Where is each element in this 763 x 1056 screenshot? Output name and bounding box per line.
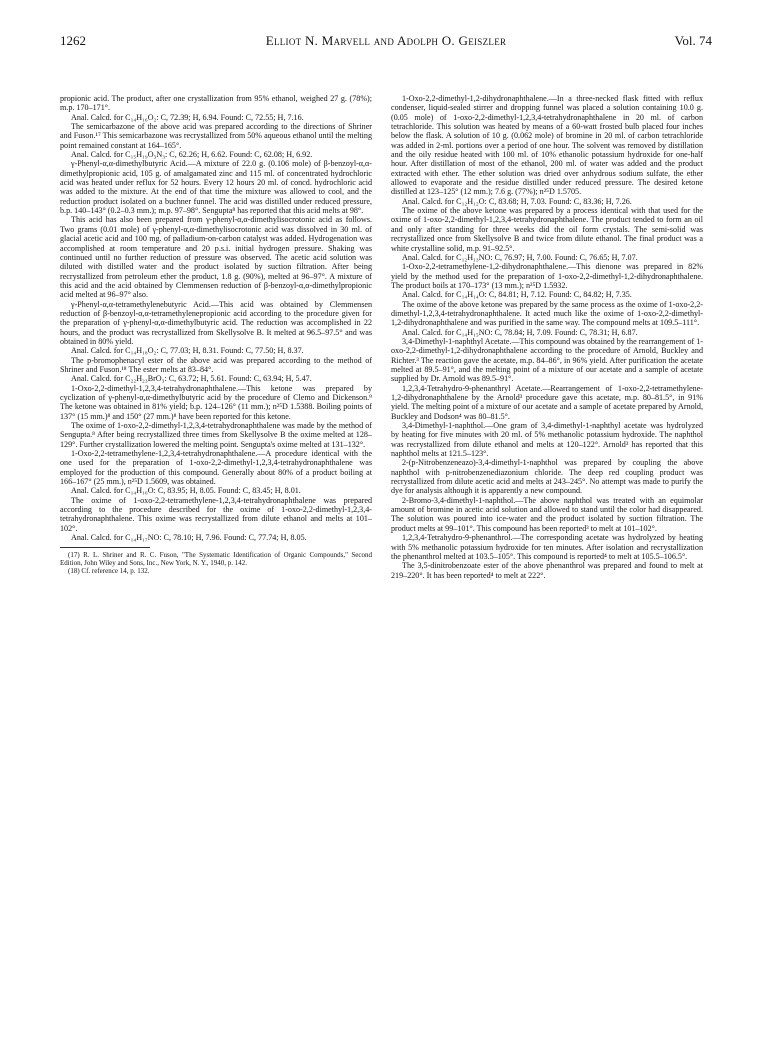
analysis-line: Anal. Calcd. for C₂₂H₂₃BrO₃: C, 63.72; H, 5.61. Found: C, 63.94; H, 5.47. — [71, 374, 312, 384]
paragraph: γ-Phenyl-α,α-dimethylbutyric Acid.—A mixture of 22.0 g. (0.106 mole) of β-benzoyl-α,α-dimethylpropionic acid, 105 g. of amalgamated zinc and 115 ml. of concentrated hydrochloric acid was heated under reflux for 52 hours. Every 12 hours 20 ml. of concd. hydrochloric acid was added to the mixture. At the end of that time the mixture was allowed to cool, and the reduction product isolated on a buchner funnel. The acid was distilled under reduced pressure, b.p. 140–143° (0.2–0.3 mm.); m.p. 97–98°. Sengupta⁸ has reported that this acid melts at 98°. — [60, 159, 372, 216]
paragraph: The oxime of 1-oxo-2,2-dimethyl-1,2,3,4-tetrahydronaphthalene was made by the method of Sengupta.⁸ After being recrystallized three times from Skellysolve B the oxime melted at 128–129°. Further crystallization lowered the melting point. Sengupta's oxime melted at 131–132°. — [60, 421, 372, 449]
paragraph: 3,4-Dimethyl-1-naphthol.—One gram of 3,4-dimethyl-1-naphthyl acetate was hydrolyzed by heating for five minutes with 20 ml. of 5% methanolic potassium hydroxide. The naphthol was recrystallized from dilute ethanol and melts at 120–122°. Arnold³ has reported that this naphthol melts at 121.5–123°. — [391, 421, 703, 459]
paragraph: 2-(p-Nitrobenzeneazo)-3,4-dimethyl-1-naphthol was prepared by coupling the above naphthol with p-nitrobenzenediazonium chloride. The deep red coupling product was recrystallized from dilute acetic acid and melts at 243–245°. No attempt was made to purify the dye for analysis although it is apparently a new compound. — [391, 458, 703, 496]
paragraph: The semicarbazone of the above acid was prepared according to the directions of Shriner and Fuson.¹⁷ This semicarbazone was recrystallized from 50% aqueous ethanol until the melting point remained constant at 164–165°. — [60, 122, 372, 150]
analysis-line: Anal. Calcd. for C₁₄H₁₆O₂: C, 72.39; H, 6.94. Found: C, 72.55; H, 7.16. — [71, 112, 304, 122]
paragraph: 1-Oxo-2,2-dimethyl-1,2-dihydronaphthalene.—In a three-necked flask fitted with reflux condenser, liquid-sealed stirrer and dropping funnel was placed a solution containing 10.0 g. (0.05 mole) of 1-oxo-2,2-dimethyl-1,2,3,4-tetrahydronaphthalene in 20 ml. of carbon tetrachloride. This solution was heated by means of a 60-watt frosted bulb placed four inches below the flask. A solution of 10 g. (0.062 mole) of bromine in 20 ml. of carbon tetrachloride was added in 2-ml. portions over a period of one hour. The solvent was removed by distillation and the oily residue heated with 100 ml. of 10% ethanolic potassium hydroxide for one-half hour. After distillation of most of the ethanol, 200 ml. of water was added and the product extracted with ether. The ether solution was dried over anhydrous sodium sulfate, the ether allowed to evaporate and the residue distilled under reduced pressure. The desired ketone distilled at 123–125° (12 mm.); 7.6 g. (77%); n²⁵D 1.5705. — [391, 94, 703, 197]
analysis-line: Anal. Calcd. for C₁₄H₁₇NO: C, 78.10; H, 7.96. Found: C, 77.74; H, 8.05. — [71, 533, 307, 543]
paragraph: The oxime of the above ketone was prepared by a process identical with that used for the oxime of 1-oxo-2,2-dimethyl-1,2,3,4-tetrahydronaphthalene. The product tended to form an oil and only after standing for three weeks did the oil form crystals. The semi-solid was recrystallized once from Skellysolve B and twice from dilute ethanol. The final product was a white crystalline solid, m.p. 91–92.5°. — [391, 206, 703, 253]
paragraph: 1-Oxo-2,2-tetramethylene-1,2-dihydronaphthalene.—This dienone was prepared in 82% yield by the method used for the preparation of 1-oxo-2,2-dimethyl-1,2-dihydronaphthalene. The product boils at 170–173° (13 mm.); n²⁵D 1.5932. — [391, 262, 703, 290]
analysis-line: Anal. Calcd. for C₁₄H₁₅NO: C, 78.84; H, 7.09. Found: C, 78.31; H, 6.87. — [402, 327, 638, 337]
footnote: (18) Cf. reference 14, p. 132. — [68, 567, 150, 576]
paragraph: γ-Phenyl-α,α-tetramethylenebutyric Acid.—This acid was obtained by Clemmensen reduction of β-benzoyl-α,α-tetramethylenepropionic acid according to the procedure given for the preparation of γ-phenyl-α,α-dimethylbutyric acid. The reduction was accomplished in 22 hours, and the product was recrystallized from Skellysolve B. It melted at 96.5–97.5° and was obtained in 80% yield. — [60, 299, 372, 346]
paragraph: The oxime of 1-oxo-2,2-tetramethylene-1,2,3,4-tetrahydronaphthalene was prepared according to the procedure described for the oxime of 1-oxo-2,2-dimethyl-1,2,3,4-tetrahydronaphthalene. This oxime was recrystallized from dilute ethanol and melts at 101–102°. — [60, 495, 372, 533]
analysis-line: Anal. Calcd. for C₁₄H₁₈O₂: C, 77.03; H, 8.31. Found: C, 77.50; H, 8.37. — [71, 346, 304, 356]
volume-label: Vol. 74 — [674, 33, 712, 48]
paragraph: This acid has also been prepared from γ-phenyl-α,α-dimethylisocrotonic acid as follows. Two grams (0.01 mole) of γ-phenyl-α,α-dimethylisocrotonic acid was dissolved in 30 ml. of glacial acetic acid and 100 mg. of palladium-on-carbon catalyst was added. Hydrogenation was accomplished at room temperature and 20 p.s.i. initial hydrogen pressure. Shaking was continued until no further reduction of pressure was observed. The acetic acid solution was diluted with distilled water and the product isolated by suction filtration. After being recrystallized from petroleum ether the product, 1.8 g. (90%), melted at 96–97°. A mixture of this acid and the acid obtained by Clemmensen reduction of β-benzoyl-α,α-dimethylpropionic acid melted at 96–97° also. — [60, 215, 372, 300]
running-authors: Elliot N. Marvell and Adolph O. Geiszler — [265, 33, 507, 48]
analysis-line: Anal. Calcd. for C₁₄H₁₄O: C, 84.81; H, 7.12. Found: C, 84.82; H, 7.35. — [402, 290, 632, 300]
paragraph: 1-Oxo-2,2-tetramethylene-1,2,3,4-tetrahydronaphthalene.—A procedure identical with the one used for the preparation of 1-oxo-2,2-dimethyl-1,2,3,4-tetrahydronaphthalene was employed for the production of this compound. Generally about 80% of a product boiling at 166–167° (25 mm.), n²⁵D 1.5609, was obtained. — [60, 449, 372, 487]
paragraph: The 3,5-dinitrobenzoate ester of the above phenanthrol was prepared and found to melt at 219–220°. It has been reported⁴ to melt at 222°. — [391, 561, 703, 580]
footnote: (17) R. L. Shriner and R. C. Fuson, "The Systematic Identification of Organic Compounds," Second Edition, John Wiley and Sons, Inc., New York, N. Y., 1940, p. 142. — [60, 550, 372, 567]
paragraph: 2-Bromo-3,4-dimethyl-1-naphthol.—The above naphthol was treated with an equimolar amount of bromine in acetic acid solution and allowed to stand until the color had disappeared. The solution was poured into ice-water and the product isolated by suction filtration. The product melts at 99–101°. This compound has been reported³ to melt at 101–102°. — [391, 495, 703, 533]
paragraph: 1,2,3,4-Tetrahydro-9-phenanthryl Acetate.—Rearrangement of 1-oxo-2,2-tetramethylene-1,2-dihydronaphthalene by the Arnold³ procedure gave this acetate, m.p. 80–81.5°, in 91% yield. The melting point of a mixture of our acetate and a sample of acetate prepared by Arnold, Buckley and Dodson⁴ was 80–81.5°. — [391, 383, 703, 421]
paragraph: 3,4-Dimethyl-1-naphthyl Acetate.—This compound was obtained by the rearrangement of 1-oxo-2,2-dimethyl-1,2-dihydronaphthalene according to the procedure of Arnold, Buckley and Richter.³ The reaction gave the acetate, m.p. 84–86°, in 96% yield. After purification the acetate melted at 89.5–91°, and the melting point of a mixture of our acetate and a sample of acetate supplied by Dr. Arnold was 89.5–91°. — [391, 336, 703, 384]
right-column — [391, 94, 703, 1034]
left-column — [60, 94, 372, 1034]
paragraph: propionic acid. The product, after one crystallization from 95% ethanol, weighed 27 g. (78%); m.p. 170–171°. — [60, 94, 372, 113]
paragraph: The oxime of the above ketone was prepared by the same process as the oxime of 1-oxo-2,2-dimethyl-1,2,3,4-tetrahydronaphthalene. It acted much like the oxime of 1-oxo-2,2-dimethyl-1,2-dihydronaphthalene and was purified in the same way. The compound melts at 109.5–111°. — [391, 299, 703, 328]
footnote-divider — [60, 547, 150, 548]
analysis-line: Anal. Calcd. for C₁₂H₁₃NO: C, 76.97; H, 7.00. Found: C, 76.65; H, 7.07. — [402, 252, 638, 262]
page-number: 1262 — [60, 33, 86, 48]
analysis-line: Anal. Calcd. for C₁₂H₁₂O: C, 83.68; H, 7.03. Found: C, 83.36; H, 7.26. — [402, 196, 632, 206]
paragraph: 1,2,3,4-Tetrahydro-9-phenanthrol.—The corresponding acetate was hydrolyzed by heating with 5% methanolic potassium hydroxide for ten minutes. After isolation and recrystallization the phenanthrol melted at 103.5–105°. This compound is reported⁴ to melt at 105.5–106.5°. — [391, 533, 703, 561]
analysis-line: Anal. Calcd. for C₁₄H₁₆O: C, 83.95; H, 8.05. Found: C, 83.45; H, 8.01. — [71, 486, 301, 496]
running-header — [60, 33, 712, 51]
analysis-line: Anal. Calcd. for C₁₅H₁₉O₃N₃: C, 62.26; H, 6.62. Found: C, 62.08; H, 6.92. — [71, 150, 313, 160]
paragraph: 1-Oxo-2,2-dimethyl-1,2,3,4-tetrahydronaphthalene.—This ketone was prepared by cyclization of γ-phenyl-α,α-dimethylbutyric acid by the procedure of Clemo and Dickenson.⁹ The ketone was obtained in 81% yield; b.p. 124–126° (11 mm.); n²⁵D 1.5388. Boiling points of 137° (15 mm.)⁸ and 150° (27 mm.)⁸ have been reported for this ketone. — [60, 383, 372, 421]
paragraph: The p-bromophenacyl ester of the above acid was prepared according to the method of Shriner and Fuson.¹⁸ The ester melts at 83–84°. — [60, 355, 372, 374]
